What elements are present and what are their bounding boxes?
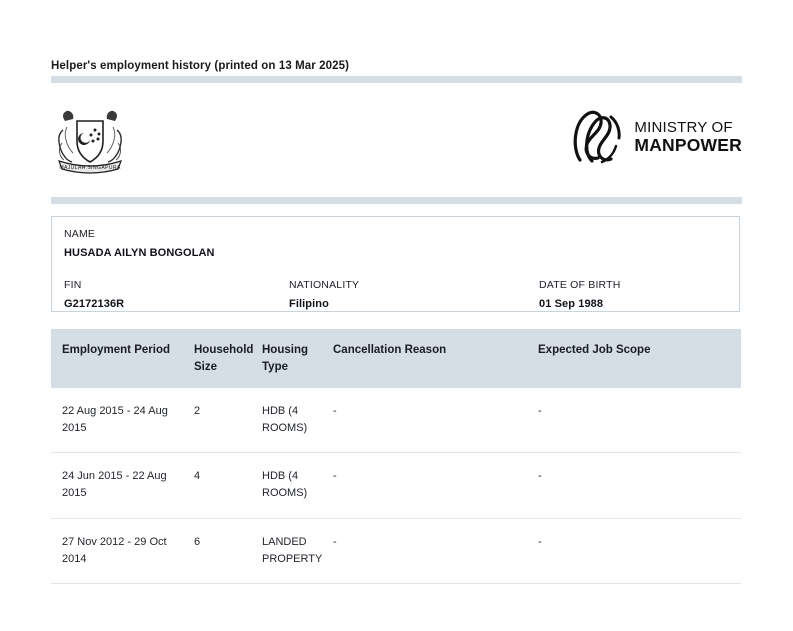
- cell-household-size: 2: [194, 388, 262, 453]
- table-row: [51, 453, 741, 518]
- cell-employment-period: 24 Jun 2015 - 22 Aug 2015: [51, 453, 194, 518]
- cell-cancellation-reason: -: [333, 388, 538, 453]
- table-row: [51, 518, 741, 583]
- mom-logo-mark-icon: [570, 108, 626, 166]
- column-header-employment-period: Employment Period: [51, 329, 194, 388]
- employment-history-table: [51, 329, 741, 584]
- header-divider: [51, 197, 742, 204]
- dob-field: [539, 279, 719, 310]
- nationality-label: NATIONALITY: [289, 279, 360, 291]
- name-value: HUSADA AILYN BONGOLAN: [64, 247, 215, 259]
- page-title: Helper's employment history (printed on 13 Mar 2025): [51, 60, 350, 72]
- cell-housing-type: LANDED PROPERTY: [262, 518, 333, 583]
- cell-employment-period: 22 Aug 2015 - 24 Aug 2015: [51, 388, 194, 453]
- cell-cancellation-reason: -: [333, 518, 538, 583]
- singapore-state-crest-icon: [51, 105, 129, 177]
- document-header: [51, 88, 742, 195]
- column-header-cancellation-reason: Cancellation Reason: [333, 329, 538, 388]
- cell-expected-job-scope: -: [538, 518, 741, 583]
- dob-value: 01 Sep 1988: [539, 298, 604, 310]
- cell-household-size: 4: [194, 453, 262, 518]
- dob-label: DATE OF BIRTH: [539, 279, 621, 291]
- person-name-block: [64, 228, 215, 259]
- cell-expected-job-scope: -: [538, 453, 741, 518]
- mom-logo-line1: MINISTRY OF: [634, 118, 733, 136]
- mom-logo: [582, 106, 742, 168]
- mom-logo-line2: MANPOWER: [634, 134, 742, 155]
- top-divider: [51, 76, 742, 83]
- column-header-household-size: Household Size: [194, 329, 262, 388]
- svg-text:MAJULAH SINGAPURA: MAJULAH SINGAPURA: [59, 165, 121, 171]
- person-details-card: [51, 216, 740, 312]
- cell-housing-type: HDB (4 ROOMS): [262, 388, 333, 453]
- cell-cancellation-reason: -: [333, 453, 538, 518]
- cell-household-size: 6: [194, 518, 262, 583]
- cell-expected-job-scope: -: [538, 388, 741, 453]
- fin-label: FIN: [64, 279, 82, 291]
- cell-housing-type: HDB (4 ROOMS): [262, 453, 333, 518]
- person-id-row: [64, 279, 724, 310]
- table-row: [51, 388, 741, 453]
- fin-value: G2172136R: [64, 298, 125, 310]
- name-label: NAME: [64, 228, 96, 240]
- column-header-expected-job-scope: Expected Job Scope: [538, 329, 741, 388]
- column-header-housing-type: Housing Type: [262, 329, 333, 388]
- nationality-field: [289, 279, 539, 310]
- nationality-value: Filipino: [289, 298, 329, 310]
- cell-employment-period: 27 Nov 2012 - 29 Oct 2014: [51, 518, 194, 583]
- fin-field: [64, 279, 289, 310]
- table-header-row: [51, 329, 741, 388]
